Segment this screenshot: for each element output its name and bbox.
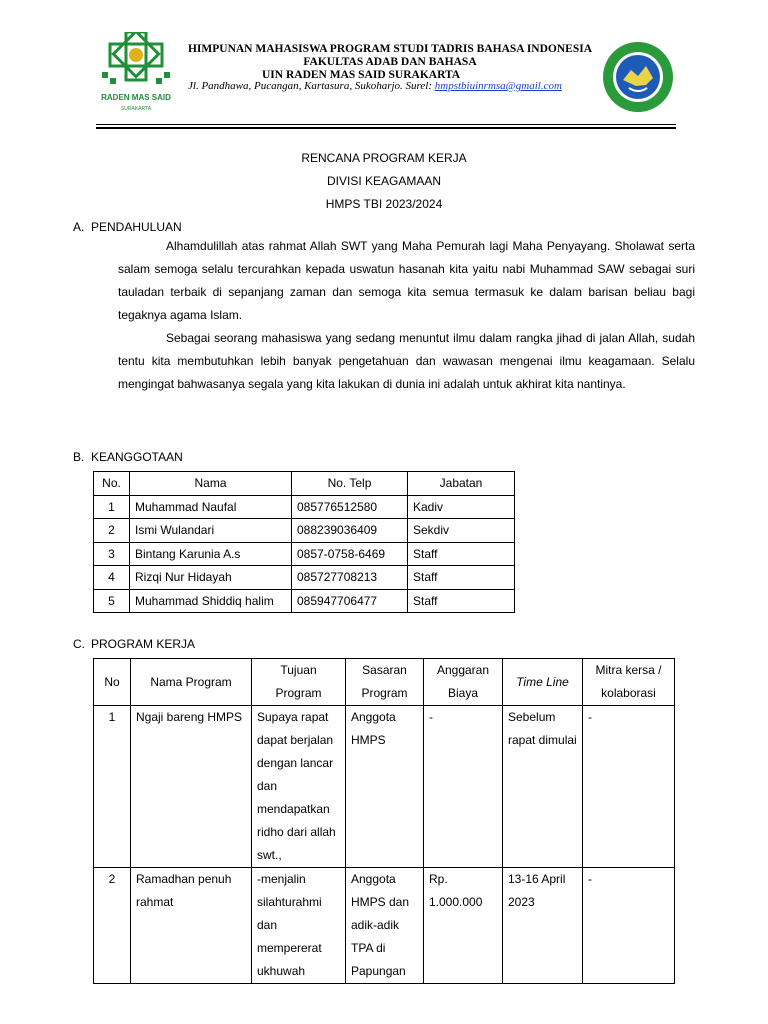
program-goal: -menjalin silahturahmi dan mempererat ukhuwah bbox=[252, 868, 346, 984]
program-partner: - bbox=[583, 868, 675, 984]
table-row bbox=[94, 542, 515, 566]
programs-header-tujuan: Tujuan Program bbox=[252, 659, 346, 706]
members-table bbox=[93, 471, 515, 613]
programs-header-mitra: Mitra kersa / kolaborasi bbox=[583, 659, 675, 706]
section-a-title: PENDAHULUAN bbox=[91, 220, 182, 234]
table-row bbox=[94, 868, 675, 984]
program-timeline: Sebelum rapat dimulai bbox=[503, 706, 583, 868]
members-header-telp: No. Telp bbox=[292, 472, 408, 496]
program-no: 1 bbox=[94, 706, 131, 868]
program-name: Ngaji bareng HMPS bbox=[131, 706, 252, 868]
section-b-letter: B. bbox=[73, 450, 85, 464]
member-no: 5 bbox=[94, 589, 130, 613]
program-partner: - bbox=[583, 706, 675, 868]
header-divider bbox=[96, 124, 676, 125]
member-role: Staff bbox=[408, 566, 515, 590]
member-no: 4 bbox=[94, 566, 130, 590]
member-role: Staff bbox=[408, 589, 515, 613]
members-header-row bbox=[94, 472, 515, 496]
program-timeline: 13-16 April 2023 bbox=[503, 868, 583, 984]
header-line-3: UIN RADEN MAS SAID SURAKARTA bbox=[262, 69, 461, 81]
member-no: 2 bbox=[94, 519, 130, 543]
table-row bbox=[94, 566, 515, 590]
member-phone: 0857-0758-6469 bbox=[292, 542, 408, 566]
members-header-no: No. bbox=[94, 472, 130, 496]
header-address bbox=[188, 80, 562, 92]
uin-logo bbox=[92, 32, 180, 122]
logo-caption-main: RADEN MAS SAID bbox=[101, 93, 171, 102]
member-name: Muhammad Naufal bbox=[130, 495, 292, 519]
member-role: Kadiv bbox=[408, 495, 515, 519]
member-phone: 088239036409 bbox=[292, 519, 408, 543]
table-row bbox=[94, 706, 675, 868]
member-phone: 085947706477 bbox=[292, 589, 408, 613]
intro-paragraph-2: Sebagai seorang mahasiswa yang sedang menuntut ilmu dalam rangka jihad di jalan Allah, sudah tentu kita membutuhkan lebih banyak pengetahuan dan wawasan mengenai ilmu keagamaan. Selalu mengingat bahwasanya segala yang kita lakukan di dunia ini adalah untuk akhirat kita nantinya. bbox=[118, 331, 695, 391]
member-role: Staff bbox=[408, 542, 515, 566]
program-name: Ramadhan penuh rahmat bbox=[131, 868, 252, 984]
section-c-heading bbox=[73, 637, 195, 651]
table-row bbox=[94, 495, 515, 519]
member-name: Ismi Wulandari bbox=[130, 519, 292, 543]
programs-header-nama: Nama Program bbox=[131, 659, 252, 706]
member-phone: 085776512580 bbox=[292, 495, 408, 519]
doc-subtitle: DIVISI KEAGAMAAN bbox=[326, 174, 442, 188]
member-name: Muhammad Shiddiq halim bbox=[130, 589, 292, 613]
hmps-logo bbox=[601, 40, 675, 114]
section-c-letter: C. bbox=[73, 637, 85, 651]
header-line-2: FAKULTAS ADAB DAN BAHASA bbox=[303, 56, 477, 68]
member-name: Rizqi Nur Hidayah bbox=[130, 566, 292, 590]
programs-header-no: No bbox=[94, 659, 131, 706]
header-divider-thick bbox=[96, 127, 676, 129]
program-no: 2 bbox=[94, 868, 131, 984]
address-text: Jl. Pandhawa, Pucangan, Kartasura, Sukoharjo. Surel: bbox=[188, 80, 435, 92]
section-a-heading bbox=[73, 220, 182, 234]
members-header-nama: Nama bbox=[130, 472, 292, 496]
programs-table bbox=[93, 658, 675, 984]
programs-header-row bbox=[94, 659, 675, 706]
programs-header-anggaran: Anggaran Biaya bbox=[424, 659, 503, 706]
section-b-heading bbox=[73, 450, 183, 464]
program-goal: Supaya rapat dapat berjalan dengan lancar dan mendapatkan ridho dari allah swt., bbox=[252, 706, 346, 868]
header-line-1: HIMPUNAN MAHASISWA PROGRAM STUDI TADRIS BAHASA INDONESIA bbox=[187, 43, 593, 55]
section-a-letter: A. bbox=[73, 220, 85, 234]
programs-header-timeline: Time Line bbox=[503, 659, 583, 706]
email-link[interactable]: hmpstbiuinrmsa@gmail.com bbox=[434, 80, 562, 92]
member-role: Sekdiv bbox=[408, 519, 515, 543]
program-budget: - bbox=[424, 706, 503, 868]
member-name: Bintang Karunia A.s bbox=[130, 542, 292, 566]
program-target: Anggota HMPS dan adik-adik TPA di Papungan bbox=[346, 868, 424, 984]
members-header-jabatan: Jabatan bbox=[408, 472, 515, 496]
table-row bbox=[94, 519, 515, 543]
member-no: 1 bbox=[94, 495, 130, 519]
table-row bbox=[94, 589, 515, 613]
intro-paragraph-1: Alhamdulillah atas rahmat Allah SWT yang Maha Pemurah lagi Maha Penyayang. Sholawat serta salam semoga selalu tercurahkan kepada uswatun hasanah kita yaitu nabi Muhammad SAW sebagai suri tauladan terbaik di sepanjang zaman dan semoga kita semua termasuk ke dalam barisan beliau bagi tegaknya agama Islam. bbox=[118, 239, 695, 322]
doc-year: HMPS TBI 2023/2024 bbox=[325, 197, 443, 211]
program-budget: Rp. 1.000.000 bbox=[424, 868, 503, 984]
intro-text bbox=[118, 235, 695, 396]
section-b-title: KEANGGOTAAN bbox=[91, 450, 183, 464]
programs-header-sasaran: Sasaran Program bbox=[346, 659, 424, 706]
section-c-title: PROGRAM KERJA bbox=[91, 637, 196, 651]
program-target: Anggota HMPS bbox=[346, 706, 424, 868]
doc-title: RENCANA PROGRAM KERJA bbox=[301, 151, 467, 165]
member-no: 3 bbox=[94, 542, 130, 566]
member-phone: 085727708213 bbox=[292, 566, 408, 590]
logo-caption-sub: SURAKARTA bbox=[120, 106, 152, 112]
